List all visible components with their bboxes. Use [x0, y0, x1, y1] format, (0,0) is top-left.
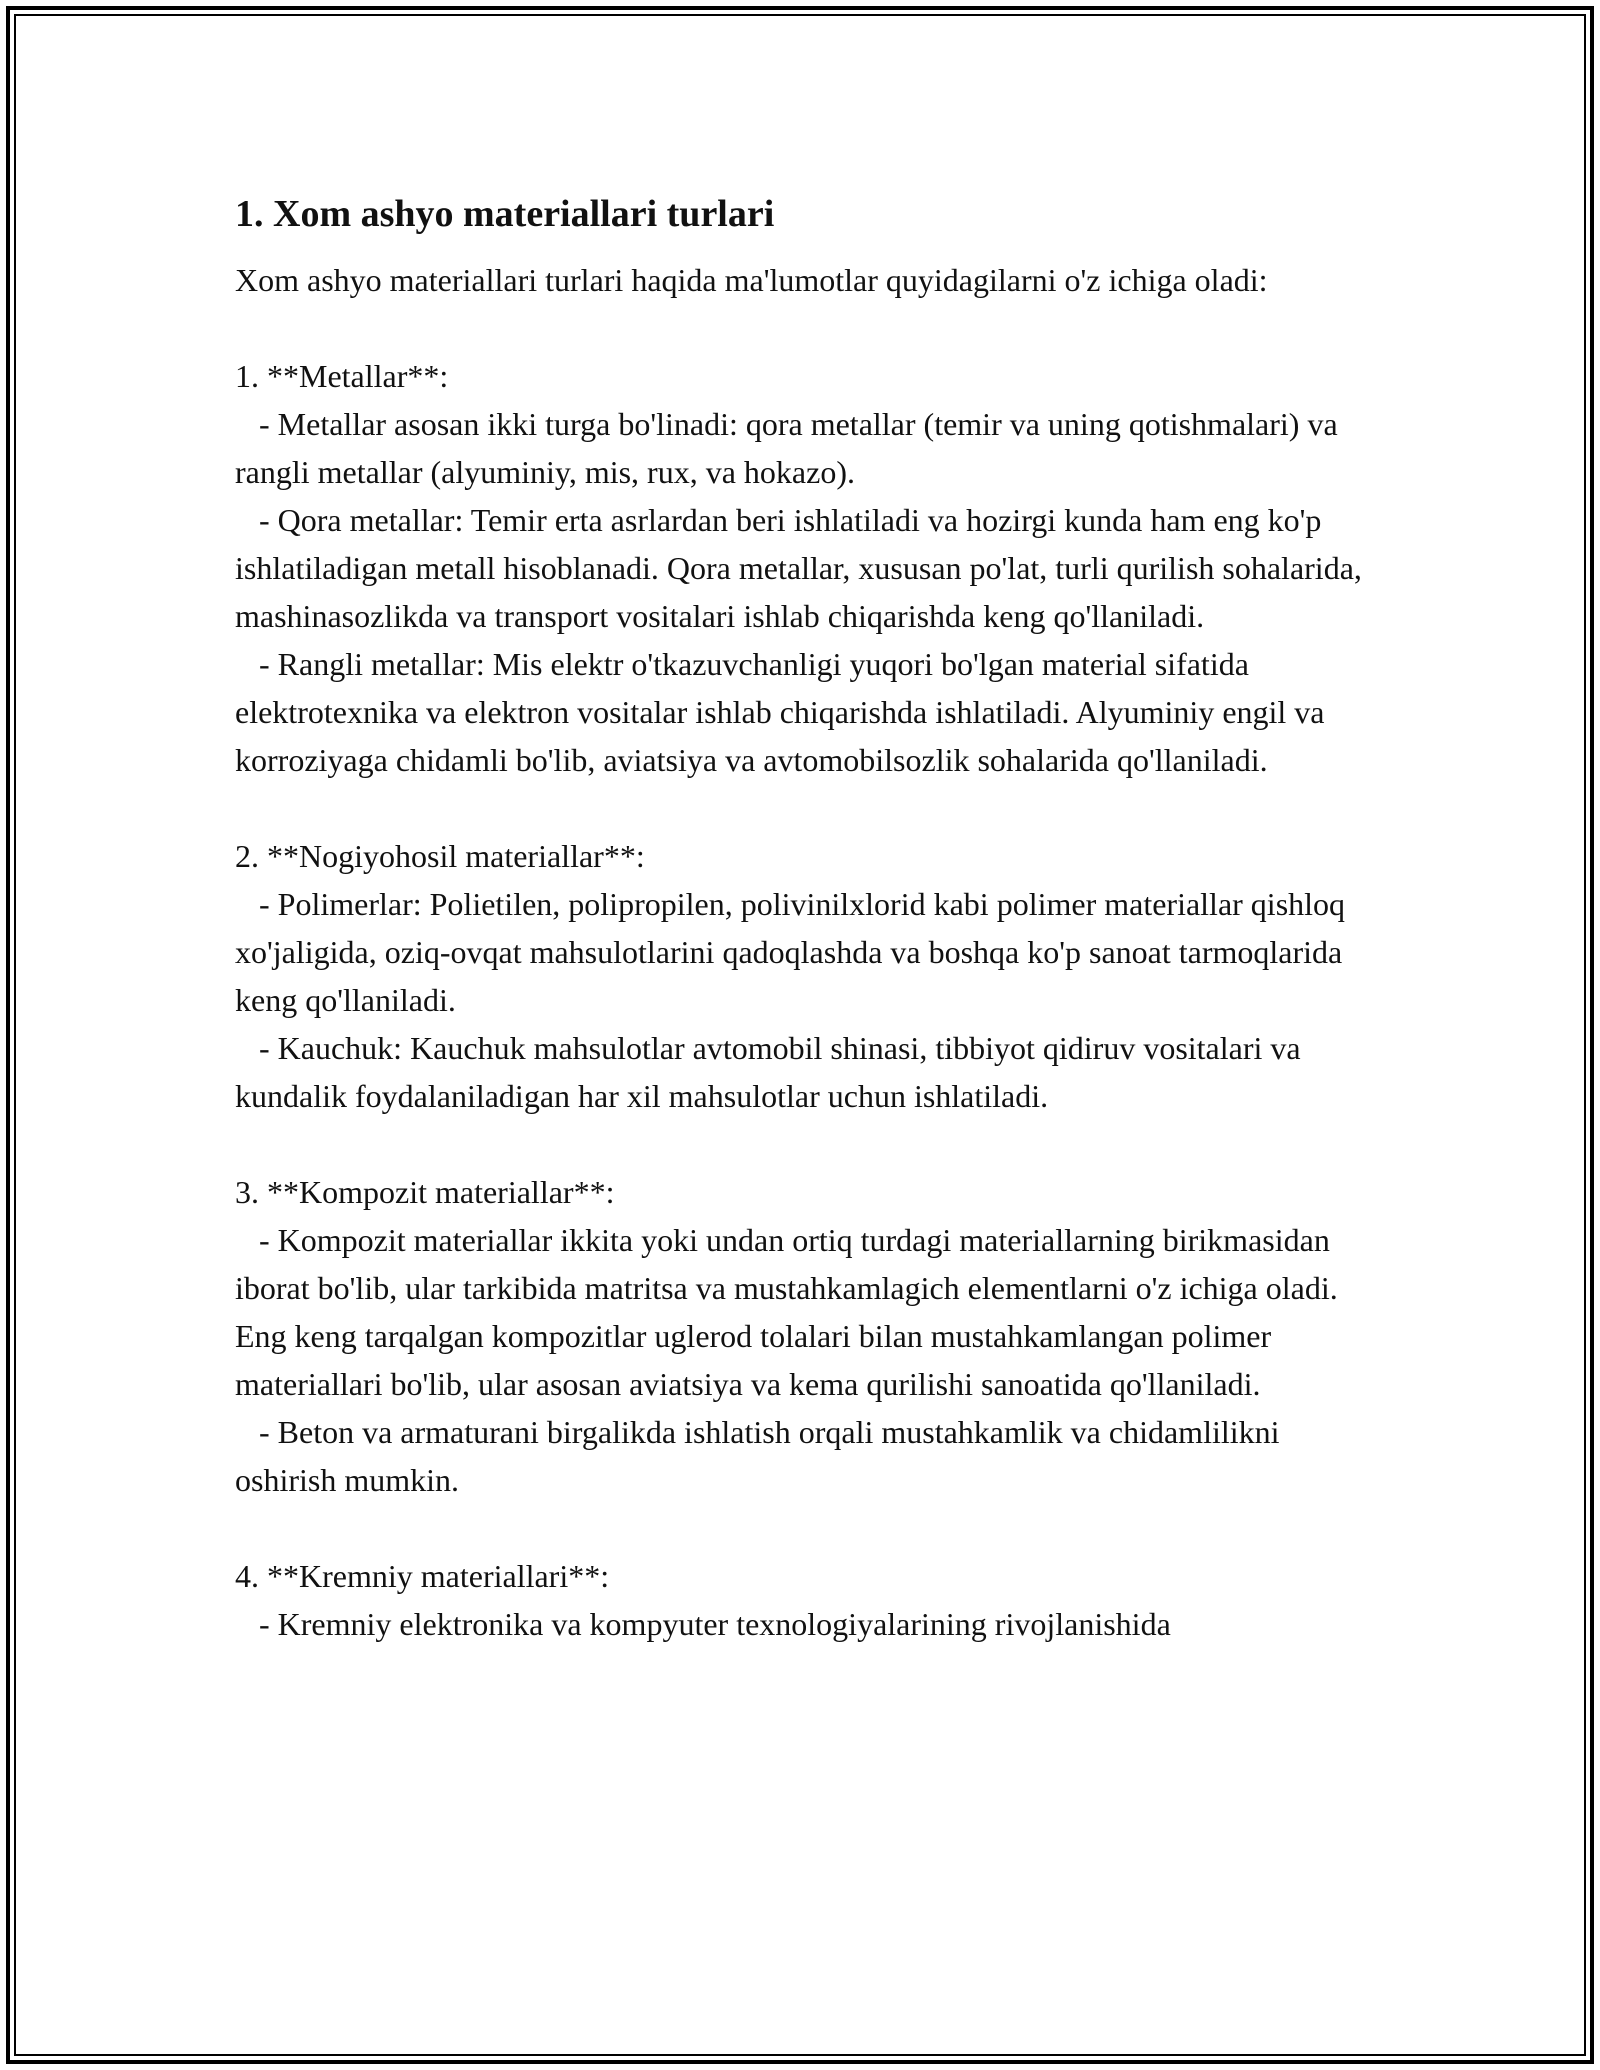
intro-paragraph: Xom ashyo materiallari turlari haqida ma'lumotlar quyidagilarni o'z ichiga oladi:: [235, 262, 1268, 298]
list-item: - Kremniy elektronika va kompyuter texnologiyalarining rivojlanishida: [235, 1606, 1171, 1642]
list-item: - Kauchuk: Kauchuk mahsulotlar avtomobil shinasi, tibbiyot qidiruv vositalari va kundalik foydalaniladigan har xil mahsulotlar uchun ishlatiladi.: [235, 1030, 1309, 1114]
section-kompozit: [235, 1168, 1365, 1504]
section-nogiyohosil: [235, 832, 1365, 1120]
list-item: - Metallar asosan ikki turga bo'linadi: qora metallar (temir va uning qotishmalari) va rangli metallar (alyuminiy, mis, rux, va hokazo).: [235, 406, 1346, 490]
list-item: - Qora metallar: Temir erta asrlardan beri ishlatiladi va hozirgi kunda ham eng ko'p ishlatiladigan metall hisoblanadi. Qora metallar, xususan po'lat, turli qurilish sohalarida, mashinasozlikda va transport vositalari ishlab chiqarishda keng qo'llaniladi.: [235, 502, 1370, 634]
section-heading: 1. **Metallar**:: [235, 358, 449, 394]
spacer: [235, 1120, 1365, 1168]
section-kremniy: [235, 1552, 1365, 1648]
list-item: - Rangli metallar: Mis elektr o'tkazuvchanligi yuqori bo'lgan material sifatida elektrotexnika va elektron vositalar ishlab chiqarishda ishlatiladi. Alyuminiy engil va korroziyaga chidamli bo'lib, aviatsiya va avtomobilsozlik sohalarida qo'llaniladi.: [235, 646, 1333, 778]
list-item: - Polimerlar: Polietilen, polipropilen, polivinilxlorid kabi polimer materiallar qishloq xo'jaligida, oziq-ovqat mahsulotlarini qadoqlashda va boshqa ko'p sanoat tarmoqlarida keng qo'llaniladi.: [235, 886, 1354, 1018]
document-title: 1. Xom ashyo materiallari turlari: [235, 193, 775, 235]
section-heading: 2. **Nogiyohosil materiallar**:: [235, 838, 645, 874]
spacer: [235, 784, 1365, 832]
section-metallar: [235, 352, 1370, 784]
document-body: [235, 186, 1370, 1648]
section-heading: 3. **Kompozit materiallar**:: [235, 1174, 615, 1210]
list-item: - Kompozit materiallar ikkita yoki undan ortiq turdagi materiallarning birikmasidan iborat bo'lib, ular tarkibida matritsa va mustahkamlagich elementlarni o'z ichiga oladi. Eng keng tarqalgan kompozitlar uglerod tolalari bilan mustahkamlangan polimer materiallari bo'lib, ular asosan aviatsiya va kema qurilishi sanoatida qo'llaniladi.: [235, 1222, 1346, 1402]
spacer: [235, 1504, 1365, 1552]
spacer: [235, 304, 1365, 352]
list-item: - Beton va armaturani birgalikda ishlatish orqali mustahkamlik va chidamlilikni oshirish mumkin.: [235, 1414, 1288, 1498]
section-heading: 4. **Kremniy materiallari**:: [235, 1558, 610, 1594]
